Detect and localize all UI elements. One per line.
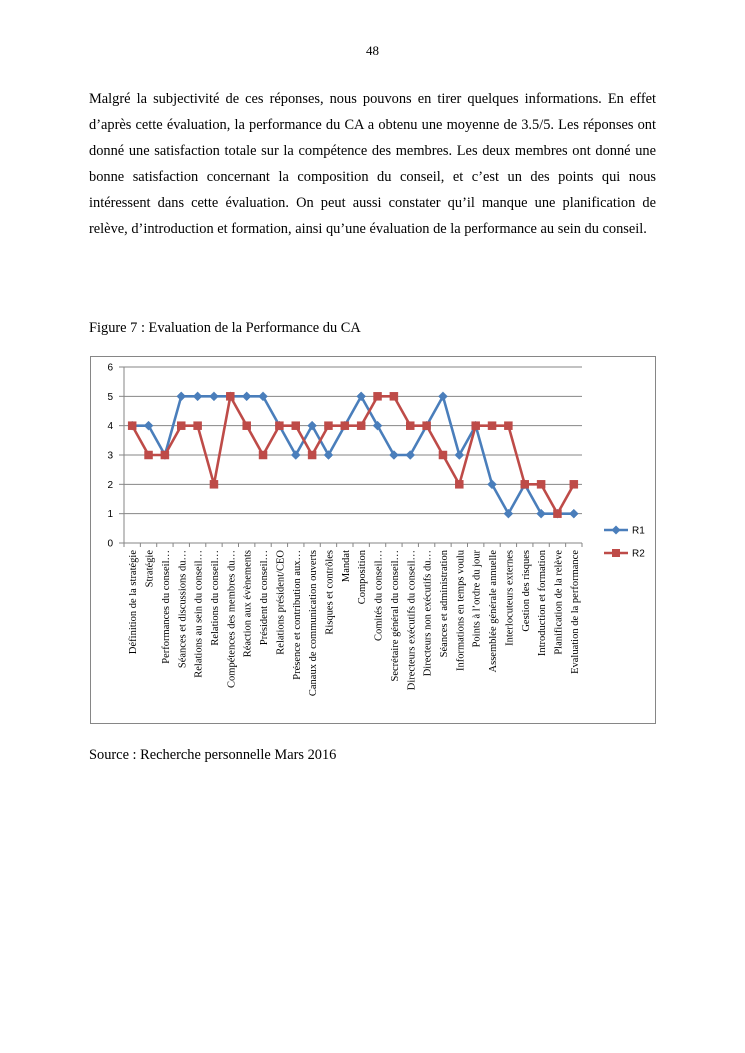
x-category-label: Président du conseil…	[259, 550, 271, 646]
x-category-label: Mandat	[340, 550, 352, 583]
x-category-label: Planification de la relève	[553, 550, 565, 655]
x-category-label: Définition de la stratégie	[128, 550, 140, 655]
data-point-r2	[145, 451, 153, 459]
x-category-label: Performances du conseil…	[160, 550, 172, 664]
x-category-label: Séances et administration	[438, 550, 450, 658]
data-point-r2	[243, 422, 251, 430]
x-category-label: Séances et discussions du…	[177, 550, 189, 669]
data-point-r1	[569, 509, 578, 518]
y-tick-label: 1	[107, 509, 113, 521]
data-point-r2	[504, 422, 512, 430]
y-tick-label: 4	[107, 421, 113, 433]
y-tick-label: 6	[107, 362, 113, 374]
data-point-r2	[537, 480, 545, 488]
line-chart	[91, 357, 657, 725]
data-point-r2	[455, 480, 463, 488]
data-point-r2	[161, 451, 169, 459]
x-category-label: Relations président/CEO	[275, 550, 287, 655]
x-category-label: Risques et contrôles	[324, 550, 336, 635]
data-point-r2	[226, 392, 234, 400]
body-paragraph: Malgré la subjectivité de ces réponses, nous pouvons en tirer quelques informations. En effet d’après cette évaluation, la performance du CA a obtenu une moyenne de 3.5/5. Les réponses ont donné une satisfaction totale sur la compétence des membres. Les deux membres ont donné une bonne satisfaction concernant la composition du conseil, et c’est un des points qui nous intéressent dans cette évaluation. On peut aussi constater qu’il manque une planification de relève, d’introduction et formation, ainsi qu’une évaluation de la performance au sein du conseil.	[89, 91, 656, 237]
data-point-r2	[275, 422, 283, 430]
x-category-label: Gestion des risques	[520, 550, 532, 632]
x-category-label: Compétences des membres du…	[226, 550, 238, 688]
x-category-label: Stratégie	[144, 550, 156, 588]
data-point-r2	[259, 451, 267, 459]
data-point-r2	[177, 422, 185, 430]
legend-marker-r1	[612, 526, 621, 535]
data-point-r2	[488, 422, 496, 430]
data-point-r2	[194, 422, 202, 430]
figure-source: Source : Recherche personnelle Mars 2016	[89, 747, 337, 763]
data-point-r2	[292, 422, 300, 430]
data-point-r2	[341, 422, 349, 430]
y-tick-label: 3	[107, 450, 113, 462]
data-point-r2	[521, 480, 529, 488]
legend-label-r2: R2	[632, 548, 645, 560]
legend-label-r1: R1	[632, 525, 645, 537]
x-category-label: Composition	[357, 550, 369, 605]
data-point-r2	[406, 422, 414, 430]
data-point-r1	[209, 392, 218, 401]
data-point-r2	[128, 422, 136, 430]
data-point-r1	[242, 392, 251, 401]
data-point-r2	[390, 392, 398, 400]
chart-area	[90, 356, 656, 724]
x-category-label: Comités du conseil…	[373, 550, 385, 641]
x-category-label: Evaluation de la performance	[569, 550, 581, 674]
y-tick-label: 2	[107, 479, 113, 491]
x-category-label: Directeurs non exécutifs du…	[422, 550, 434, 677]
data-point-r2	[210, 480, 218, 488]
data-point-r2	[308, 451, 316, 459]
x-category-label: Assemblée générale annuelle	[488, 550, 500, 673]
data-point-r2	[439, 451, 447, 459]
data-point-r1	[177, 392, 186, 401]
x-category-label: Directeurs exécutifs du conseil…	[406, 550, 418, 691]
x-category-label: Interlocuteurs externes	[504, 550, 516, 646]
figure-caption: Figure 7 : Evaluation de la Performance du CA	[89, 320, 361, 336]
data-point-r2	[374, 392, 382, 400]
x-category-label: Secrétaire général du conseil…	[389, 550, 401, 682]
x-category-label: Relations du conseil…	[209, 550, 221, 646]
data-point-r2	[324, 422, 332, 430]
x-category-label: Relations au sein du conseil…	[193, 550, 205, 678]
data-point-r2	[553, 510, 561, 518]
page-number: 48	[366, 43, 379, 58]
x-category-label: Canaux de communication ouverts	[308, 550, 320, 697]
x-category-label: Points à l’ordre du jour	[471, 550, 483, 648]
y-tick-label: 5	[107, 391, 113, 403]
x-category-label: Informations en temps voulu	[455, 550, 467, 672]
data-point-r2	[570, 480, 578, 488]
data-point-r1	[193, 392, 202, 401]
x-category-label: Présence et contribution aux…	[291, 550, 303, 680]
y-tick-label: 0	[107, 538, 113, 550]
x-category-label: Réaction aux évènements	[242, 550, 254, 658]
data-point-r2	[472, 422, 480, 430]
data-point-r2	[357, 422, 365, 430]
data-point-r2	[423, 422, 431, 430]
legend-marker-r2	[612, 549, 620, 557]
x-category-label: Introduction et formation	[537, 550, 549, 657]
